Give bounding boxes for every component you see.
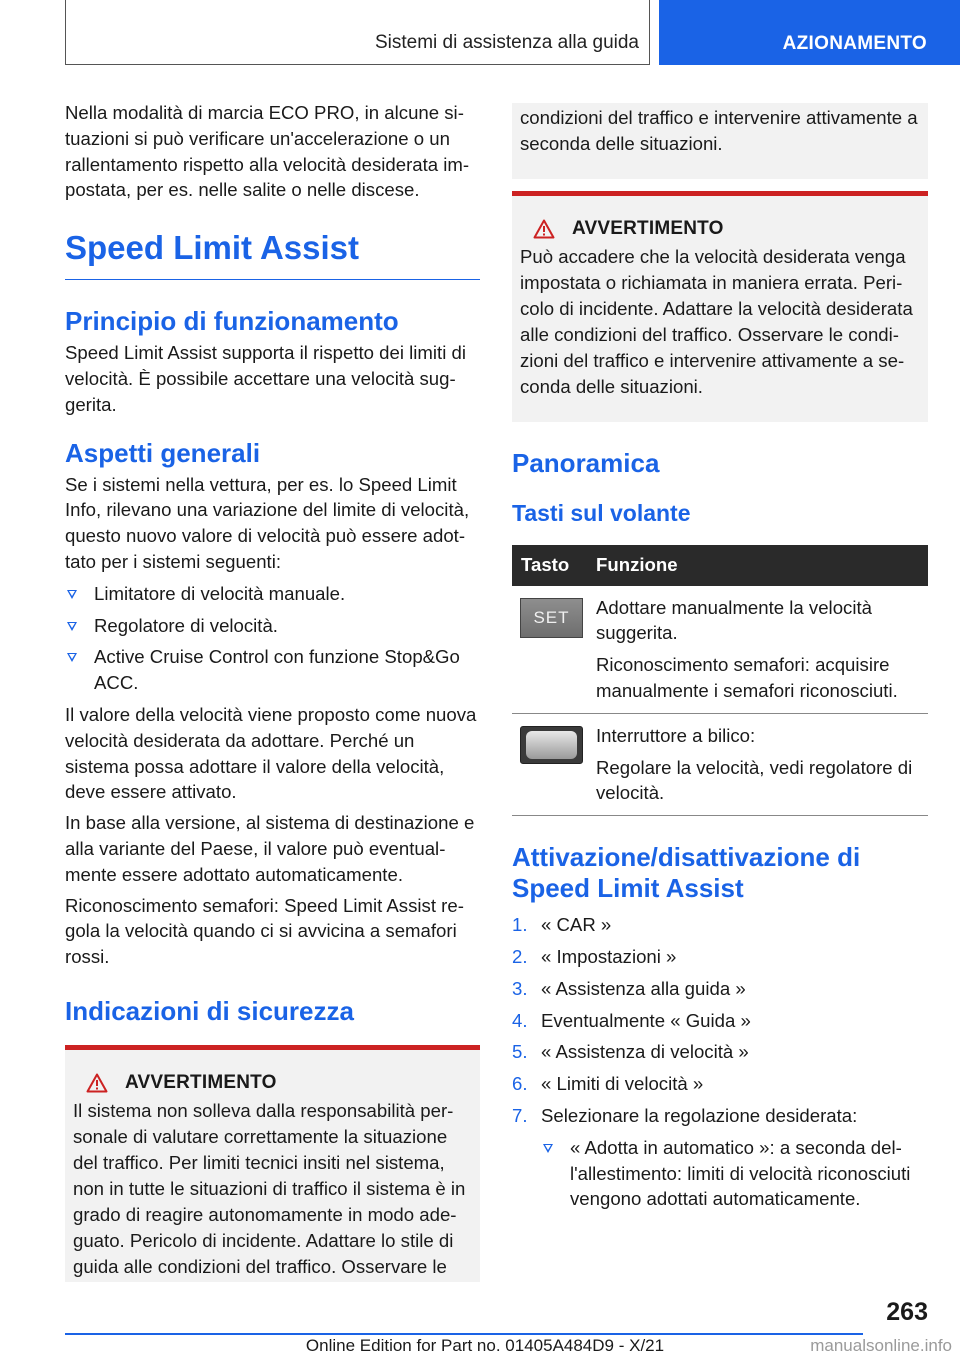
- left-column: [65, 100, 480, 1282]
- table-cell-text: Regolare la velocità, vedi regolatore di velocità.: [596, 756, 913, 804]
- systems-list: [65, 581, 480, 696]
- list-item: 7. Selezionare la regolazione desiderata:: [512, 1104, 858, 1126]
- table-row: [512, 713, 928, 815]
- header-chapter-tab[interactable]: [659, 0, 960, 65]
- rocker-switch-icon: [520, 726, 583, 764]
- table-cell-text: Adottare manualmente la velocità suggerita.: [596, 596, 872, 644]
- warning-text: Può accadere che la velocità desiderata venga impostata o richiamata in maniera errata. Pericolo di incidente. Adattare la velocità desiderata alle condizioni del traffico. Osservare le condizioni del traffico e intervenire attivamente a seconda delle situazioni.: [520, 245, 913, 397]
- list-item: 1. « CAR »: [512, 914, 612, 936]
- intro-paragraph: Nella modalità di marcia ECO PRO, in alcune situazioni si può verificare un'accelerazione o un rallentamento rispetto alla velocità desiderata impostata, per es. nelle salite o nelle discese.: [65, 102, 470, 201]
- principle-paragraph: Speed Limit Assist supporta il rispetto dei limiti di velocità. È possibile accettare una velocità suggerita.: [65, 342, 466, 415]
- warning-box: [512, 191, 928, 422]
- warning-title: AVVERTIMENTO: [520, 218, 920, 240]
- table-cell-text: Riconoscimento semafori: acquisire manualmente i semafori riconosciuti.: [596, 654, 898, 701]
- list-item: 5. « Assistenza di velocità »: [512, 1041, 749, 1063]
- triangle-bullet-icon: [67, 590, 77, 599]
- footer-edition: Online Edition for Part no. 01405A484D9 - X/21: [305, 1336, 665, 1355]
- table-row: [512, 586, 928, 714]
- table-header-key: Tasto: [512, 545, 596, 586]
- warning-triangle-icon: [533, 219, 555, 239]
- general-paragraph: Se i sistemi nella vettura, per es. lo Speed Limit Info, rilevano una variazione del limite di velocità, questo nuovo valore di velocità può essere adottato per i sistemi seguenti:: [65, 473, 470, 572]
- traffic-light-paragraph: Riconoscimento semafori: Speed Limit Assist regola la velocità quando ci si avvicina a semafori rossi.: [65, 894, 464, 968]
- warning-title: AVVERTIMENTO: [73, 1072, 472, 1094]
- list-item: 3. « Assistenza alla guida »: [512, 977, 746, 999]
- list-item: 4. Eventualmente « Guida »: [512, 1009, 751, 1031]
- version-paragraph: In base alla versione, al sistema di destinazione e alla variante del Paese, il valore può eventualmente essere adottato automaticamente.: [65, 812, 475, 885]
- list-item: 2. « Impostazioni »: [512, 945, 677, 967]
- warning-box: [65, 1045, 480, 1282]
- speed-proposal-paragraph: Il valore della velocità viene proposto come nuova velocità desiderata da adottare. Perché un sistema possa adottare il valore della velocità, deve essere attivato.: [65, 703, 477, 803]
- warning-continuation-box: [512, 103, 928, 179]
- triangle-bullet-icon: [67, 653, 77, 662]
- list-item: « Adotta in automatico »: a seconda dell'allestimento: limiti di velocità riconosciuti vengono adottati automaticamente.: [541, 1135, 928, 1212]
- warning-text: Il sistema non solleva dalla responsabilità personale di valutare correttamente la situazione del traffico. Per limiti tecnici insiti nel sistema, non in tutte le situazioni di traffico il sistema è in grado di reagire autonomamente in modo adeguato. Pericolo di incidente. Adattare lo stile di guida alle condizioni del traffico. Osservare le: [73, 1099, 466, 1277]
- activation-steps: [512, 912, 928, 1129]
- keys-table: [512, 545, 928, 817]
- table-header-function: Funzione: [596, 545, 928, 586]
- header-chapter-label: AZIONAMENTO: [782, 33, 927, 54]
- list-item: 6. « Limiti di velocità »: [512, 1073, 704, 1095]
- heading-overview: Panoramica: [512, 447, 660, 478]
- watermark: manualsonline.info: [810, 1336, 952, 1355]
- list-item: Regolatore di velocità.: [65, 613, 480, 639]
- warning-continuation-text: condizioni del traffico e intervenire attivamente a seconda delle situazioni.: [520, 107, 918, 154]
- triangle-bullet-icon: [67, 622, 77, 631]
- set-button-icon: SET: [520, 598, 583, 638]
- heading-principle: Principio di funzionamento: [65, 306, 399, 337]
- page-number: 263: [886, 1298, 928, 1326]
- list-item: Limitatore di velocità manuale.: [65, 581, 480, 607]
- heading-activation: Attivazione/disattivazione di Speed Limit Assist: [512, 842, 861, 904]
- right-column: [512, 103, 928, 1218]
- header-section-title: Sistemi di assistenza alla guida: [374, 32, 639, 53]
- heading-safety: Indicazioni di sicurezza: [65, 995, 354, 1026]
- sub-options-list: [541, 1135, 928, 1212]
- header-section-box: [65, 0, 650, 65]
- list-item: Active Cruise Control con funzione Stop&Go ACC.: [65, 644, 480, 696]
- table-cell-text: Interruttore a bilico:: [596, 724, 756, 746]
- page-title: Speed Limit Assist: [65, 229, 480, 280]
- warning-triangle-icon: [86, 1073, 108, 1093]
- heading-general: Aspetti generali: [65, 437, 261, 468]
- footer-divider: [65, 1333, 863, 1335]
- triangle-bullet-icon: [543, 1144, 553, 1153]
- heading-keys: Tasti sul volante: [512, 499, 691, 526]
